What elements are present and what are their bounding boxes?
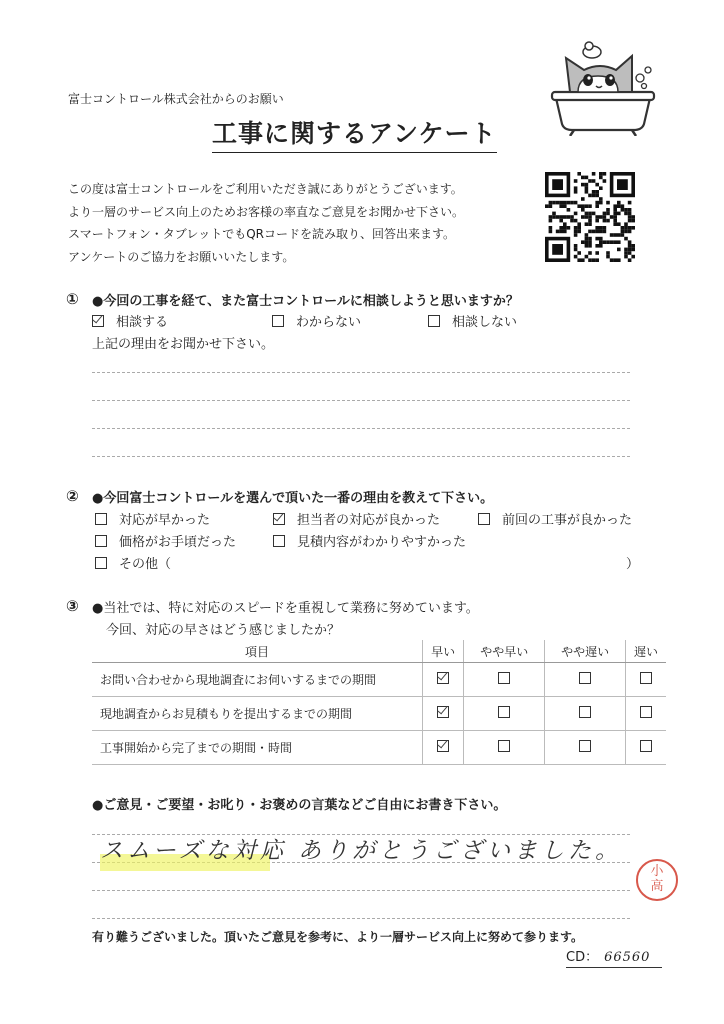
- checkbox-icon[interactable]: [498, 706, 510, 718]
- q2-option-staff[interactable]: [273, 509, 440, 528]
- q1-number: ①: [66, 290, 79, 308]
- q1-option-no-consult[interactable]: [428, 311, 517, 330]
- checkbox-icon[interactable]: [640, 740, 652, 752]
- q2-option-fast[interactable]: [95, 509, 210, 528]
- q1-question: ●今回の工事を経て、また富士コントロールに相談しようと思いますか？: [92, 294, 519, 309]
- option-label: 価格がお手頃だった: [119, 535, 237, 550]
- option-label: 見積内容がわかりやすかった: [297, 535, 467, 550]
- checkbox-icon[interactable]: [579, 672, 591, 684]
- table-row: [92, 697, 666, 731]
- qr-code-icon[interactable]: [545, 172, 635, 262]
- q3-number: ③: [66, 597, 79, 615]
- intro-line: アンケートのご協力をお願いいたします。: [68, 249, 295, 264]
- q2-number: ②: [66, 487, 79, 505]
- option-label: 前回の工事が良かった: [502, 513, 633, 528]
- checkbox-icon[interactable]: [498, 740, 510, 752]
- q1-option-consult[interactable]: [92, 311, 168, 330]
- checkbox-icon[interactable]: [640, 672, 652, 684]
- option-label: 担当者の対応が良かった: [297, 513, 441, 528]
- q1-option-unsure[interactable]: [272, 311, 361, 330]
- checkbox-icon[interactable]: [272, 315, 284, 327]
- answer-line[interactable]: [92, 400, 630, 401]
- cat-mascot-icon: [548, 40, 658, 136]
- checkbox-icon[interactable]: [95, 557, 107, 569]
- q3-question: ●当社では、特に対応のスピードを重視して業務に努めています。: [92, 601, 479, 616]
- q2-option-other[interactable]: [95, 553, 171, 572]
- speed-rating-table: [92, 640, 666, 765]
- checkbox-icon[interactable]: [478, 513, 490, 525]
- checkbox-icon[interactable]: [579, 740, 591, 752]
- answer-line[interactable]: [92, 456, 630, 457]
- col-header-fast: 早い: [423, 640, 464, 663]
- q4-question: ●ご意見・ご要望・お叱り・お褒めの言葉などご自由にお書き下さい。: [92, 798, 507, 813]
- col-header-slow: 遅い: [626, 640, 666, 663]
- row-item: 現地調査からお見積もりを提出するまでの期間: [92, 697, 423, 731]
- checkbox-icon[interactable]: [579, 706, 591, 718]
- answer-line[interactable]: [92, 428, 630, 429]
- checkbox-icon[interactable]: [640, 706, 652, 718]
- intro-line: より一層のサービス向上のためお客様の率直なご意見をお聞かせ下さい。: [68, 204, 465, 219]
- q2-question: ●今回富士コントロールを選んで頂いた一番の理由を教えて下さい。: [92, 491, 494, 506]
- handwritten-comment: スムーズな対応 ありがとうございました。: [100, 838, 623, 864]
- table-header-row: [92, 640, 666, 663]
- checkbox-icon[interactable]: [273, 535, 285, 547]
- row-item: 工事開始から完了までの期間・時間: [92, 731, 423, 765]
- checkbox-icon[interactable]: [95, 513, 107, 525]
- q1-reason-prompt: 上記の理由をお聞かせ下さい。: [92, 337, 275, 352]
- checkbox-icon[interactable]: [95, 535, 107, 547]
- checkbox-icon[interactable]: [498, 672, 510, 684]
- stamp-text: 小高: [650, 864, 664, 894]
- option-label: 相談する: [116, 315, 169, 330]
- option-label: 対応が早かった: [119, 513, 211, 528]
- comment-line[interactable]: [92, 890, 630, 891]
- q3-subquestion: 今回、対応の早さはどう感じましたか？: [106, 623, 341, 638]
- intro-text: [68, 178, 464, 268]
- cd-label: CD：: [566, 950, 599, 965]
- checkbox-checked-icon[interactable]: [273, 513, 285, 525]
- row-item: お問い合わせから現地調査にお伺いするまでの期間: [92, 663, 423, 697]
- page-title: 工事に関するアンケート: [212, 114, 497, 153]
- col-header-somewhat-fast: やや早い: [464, 640, 545, 663]
- q2-option-estimate[interactable]: [273, 531, 466, 550]
- intro-line: この度は富士コントロールをご利用いただき誠にありがとうございます。: [68, 182, 463, 196]
- name-stamp: [636, 859, 678, 901]
- checkbox-checked-icon[interactable]: [437, 672, 449, 684]
- q2-option-previous[interactable]: [478, 509, 632, 528]
- option-label: わからない: [296, 315, 362, 330]
- option-label: その他（: [119, 557, 172, 572]
- cd-value: 66560: [604, 950, 651, 965]
- table-row: [92, 663, 666, 697]
- q2-option-price[interactable]: [95, 531, 236, 550]
- checkbox-icon[interactable]: [428, 315, 440, 327]
- col-header-somewhat-slow: やや遅い: [545, 640, 626, 663]
- comment-line[interactable]: [92, 918, 630, 919]
- customer-code: [566, 946, 662, 968]
- option-label: 相談しない: [452, 315, 518, 330]
- col-header-item: 項目: [92, 640, 423, 663]
- other-close-paren: ）: [626, 557, 640, 572]
- thanks-message: 有り難うございました。頂いたご意見を参考に、より一層サービス向上に努めて参ります。: [92, 930, 584, 944]
- checkbox-checked-icon[interactable]: [92, 315, 104, 327]
- intro-line: スマートフォン・タブレットでもQRコードを読み取り、回答出来ます。: [68, 227, 456, 241]
- table-row: [92, 731, 666, 765]
- company-request: 富士コントロール株式会社からのお願い: [68, 92, 284, 106]
- checkbox-checked-icon[interactable]: [437, 740, 449, 752]
- answer-line[interactable]: [92, 372, 630, 373]
- checkbox-checked-icon[interactable]: [437, 706, 449, 718]
